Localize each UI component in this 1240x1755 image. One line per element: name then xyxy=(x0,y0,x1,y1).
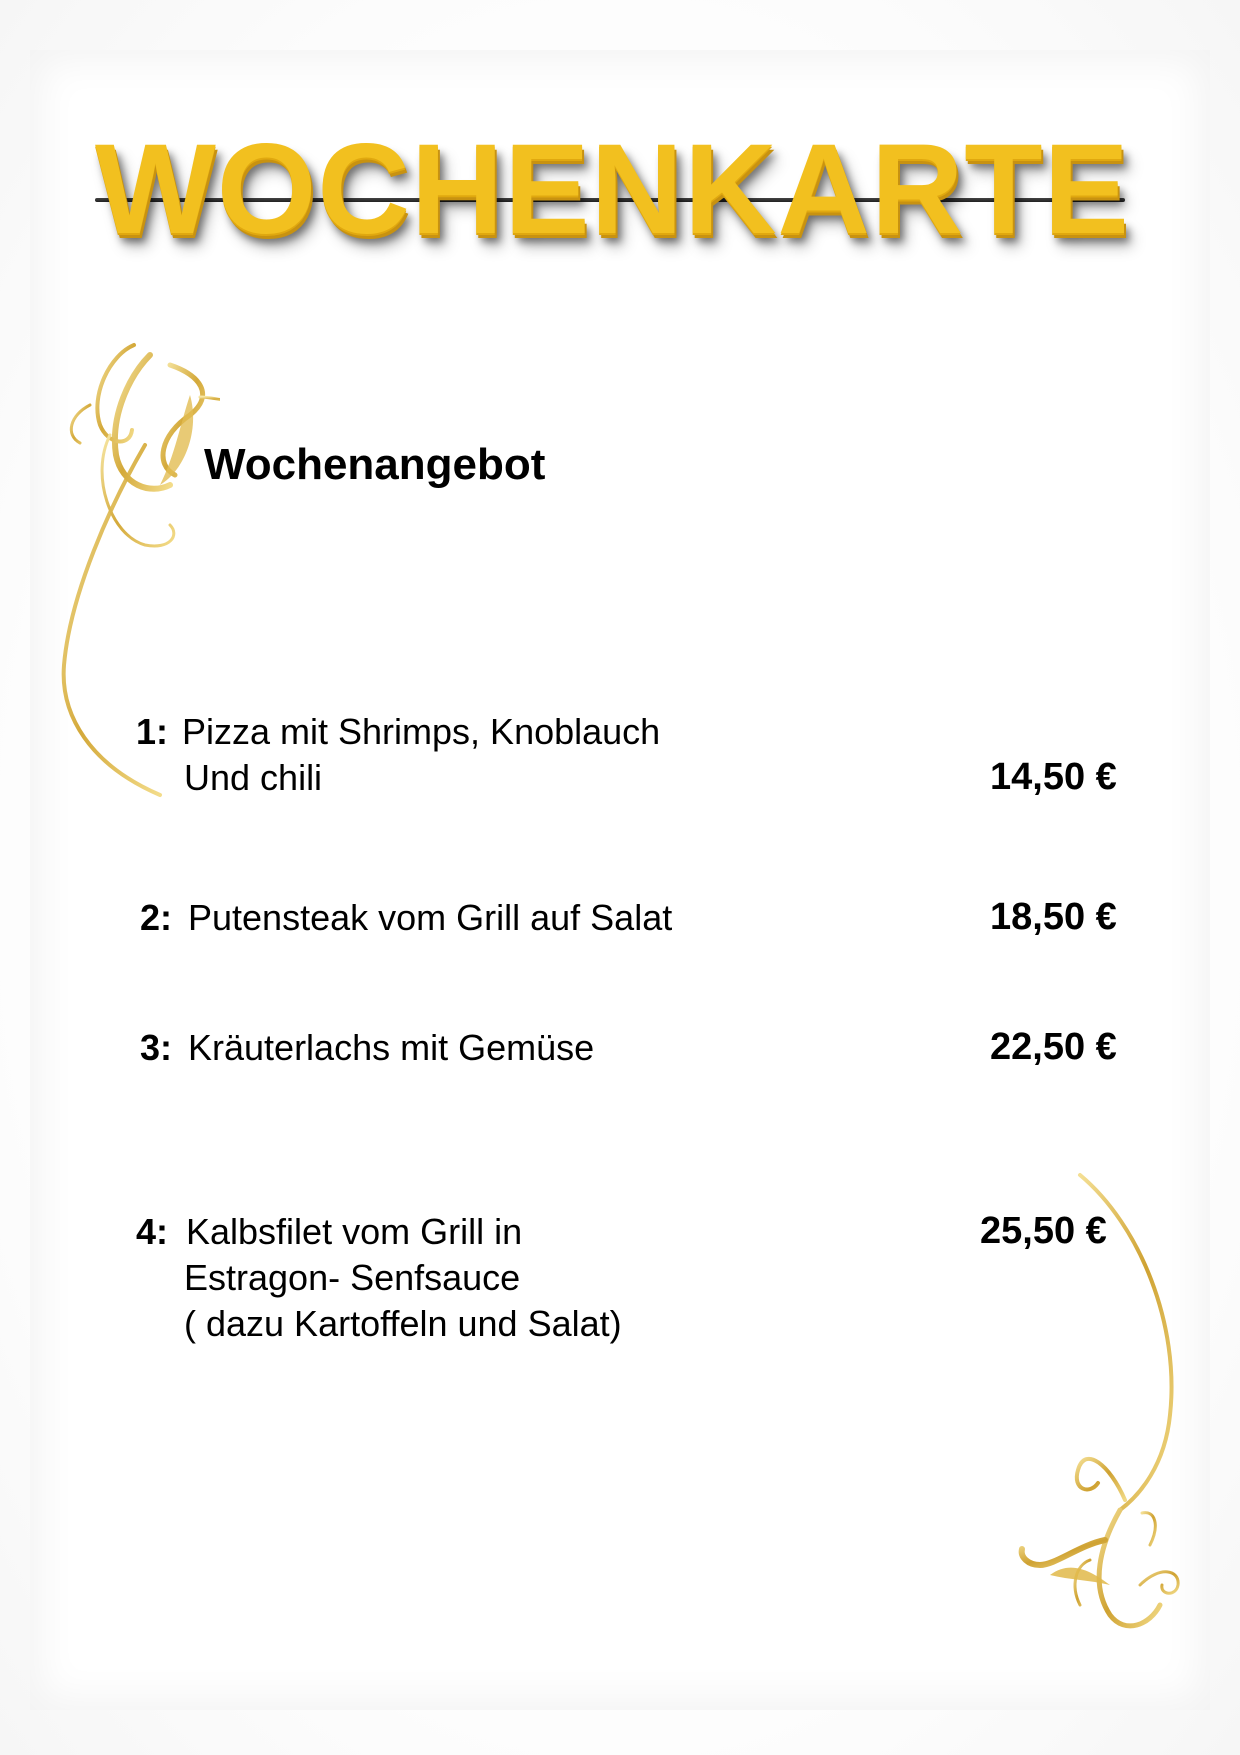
item-number: 2: xyxy=(140,897,173,938)
item-description-line: Pizza mit Shrimps, Knoblauch xyxy=(182,711,661,752)
section-title: Wochenangebot xyxy=(204,440,546,489)
item-number: 1: xyxy=(136,711,169,752)
item-price: 22,50 € xyxy=(990,1026,1117,1068)
item-description-line: Und chili xyxy=(184,757,323,798)
title-banner xyxy=(95,118,1130,261)
item-number: 3: xyxy=(140,1027,173,1068)
item-description-line: Estragon- Senfsauce xyxy=(184,1257,521,1298)
item-price: 18,50 € xyxy=(990,896,1117,938)
item-description-line: ( dazu Kartoffeln und Salat) xyxy=(184,1303,622,1344)
item-price: 14,50 € xyxy=(990,756,1117,798)
item-description-line: Kräuterlachs mit Gemüse xyxy=(188,1027,595,1068)
item-number: 4: xyxy=(136,1211,169,1252)
item-description-line: Putensteak vom Grill auf Salat xyxy=(188,897,673,938)
item-price: 25,50 € xyxy=(980,1210,1107,1252)
page-title: WOCHENKARTE xyxy=(95,118,1130,261)
item-description-line: Kalbsfilet vom Grill in xyxy=(186,1211,523,1252)
